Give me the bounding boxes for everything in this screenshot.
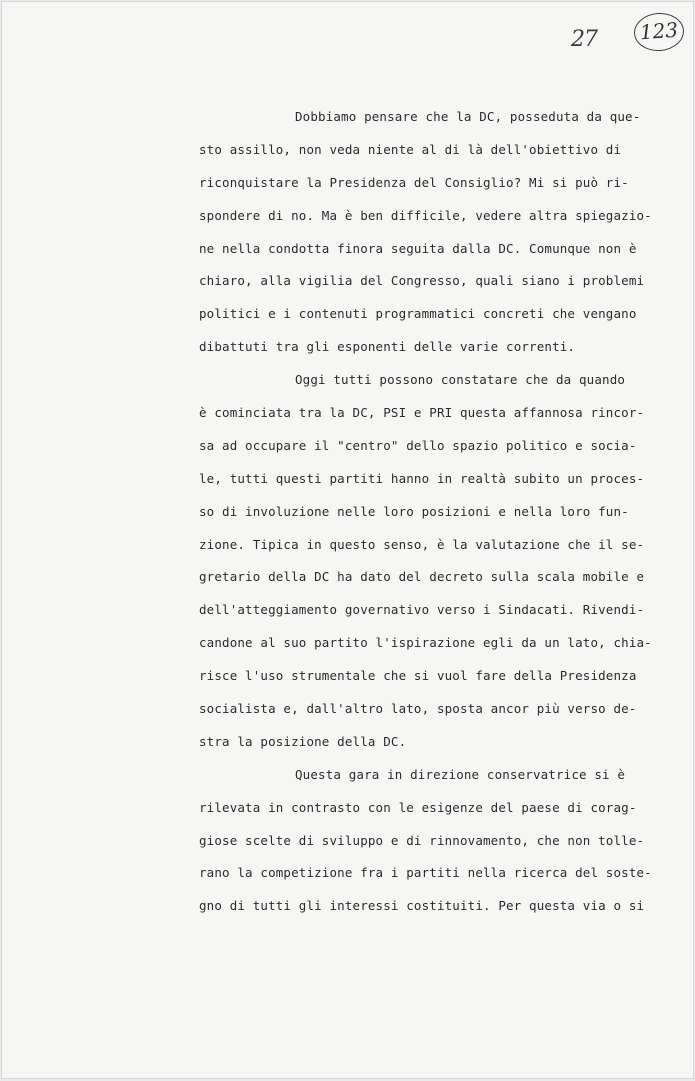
circled-archive-number: 123 <box>633 11 686 52</box>
text-line: riconquistare la Presidenza del Consiglio? Mi si può ri- <box>199 174 629 190</box>
text-line: Questa gara in direzione conservatrice si è <box>295 766 626 782</box>
document-page <box>1 1 694 1079</box>
text-line: zione. Tipica in questo senso, è la valutazione che il se- <box>199 536 645 552</box>
text-line: dibattuti tra gli esponenti delle varie correnti. <box>199 339 576 355</box>
text-line: ne nella condotta finora seguita dalla DC. Comunque non è <box>199 240 637 256</box>
text-line: spondere di no. Ma è ben difficile, vedere altra spiegazio- <box>199 207 652 223</box>
text-line: dell'atteggiamento governativo verso i Sindacati. Rivendi- <box>199 602 645 618</box>
text-line: giose scelte di sviluppo e di rinnovamento, che non tolle- <box>199 832 645 848</box>
text-line: gno di tutti gli interessi costituiti. Per questa via o si <box>199 898 645 914</box>
text-line: politici e i contenuti programmatici concreti che vengano <box>199 306 637 322</box>
text-line: stra la posizione della DC. <box>199 733 407 749</box>
text-line: rilevata in contrasto con le esigenze del paese di corag- <box>199 799 637 815</box>
text-line: chiaro, alla vigilia del Congresso, quali siano i problemi <box>199 273 645 289</box>
text-line: candone al suo partito l'ispirazione egli da un lato, chia- <box>199 635 652 651</box>
text-line: gretario della DC ha dato del decreto sulla scala mobile e <box>199 569 645 585</box>
handwritten-page-number: 27 <box>571 27 597 52</box>
text-line: sa ad occupare il "centro" dello spazio politico e socia- <box>199 437 637 453</box>
text-line: sto assillo, non veda niente al di là dell'obiettivo di <box>199 141 622 157</box>
text-line: risce l'uso strumentale che si vuol fare della Presidenza <box>199 668 637 684</box>
text-line: Dobbiamo pensare che la DC, posseduta da que- <box>295 109 641 124</box>
text-line: le, tutti questi partiti hanno in realtà subito un proces- <box>199 470 645 486</box>
text-line: Oggi tutti possono constatare che da quando <box>295 372 626 388</box>
text-line: è cominciata tra la DC, PSI e PRI questa affannosa rincor- <box>199 405 645 421</box>
text-line: socialista e, dall'altro lato, sposta ancor più verso de- <box>199 701 637 717</box>
text-line: so di involuzione nelle loro posizioni e nella loro fun- <box>199 503 629 519</box>
body-text <box>199 101 652 923</box>
text-line: rano la competizione fra i partiti nella ricerca del soste- <box>199 865 652 881</box>
